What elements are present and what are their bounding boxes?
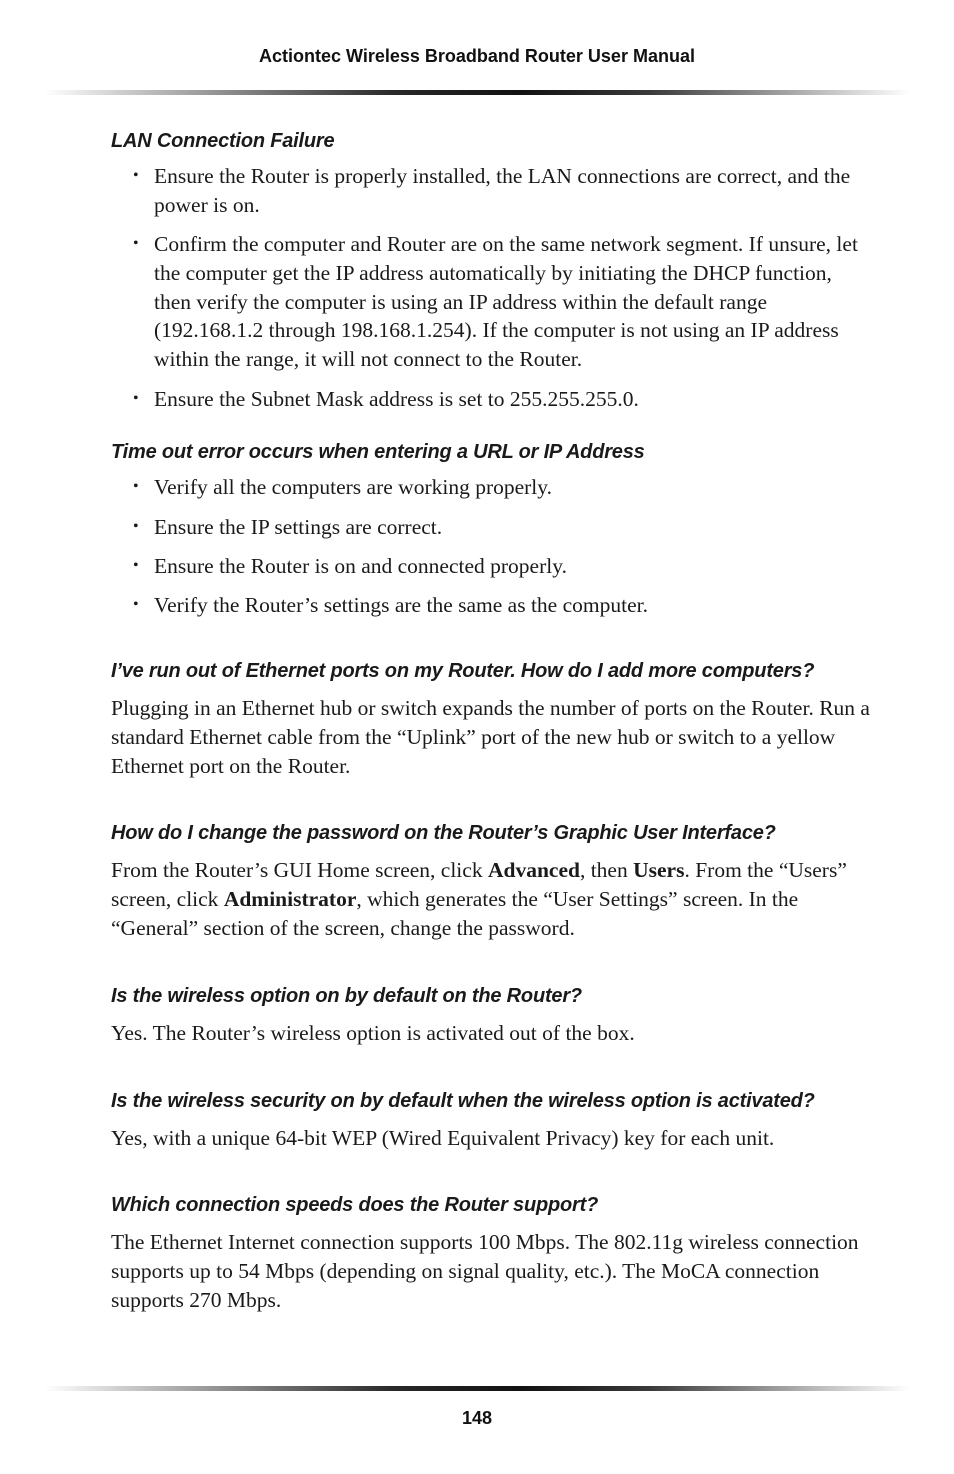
- bullet-icon: •: [133, 517, 139, 535]
- menu-administrator: Administrator: [223, 887, 357, 912]
- section-body: Plugging in an Ethernet hub or switch expands the number of ports on the Router. Run a standard Ethernet cable from the “Uplink” port of the new hub or switch to a yellow Ethernet port on the Router.: [111, 696, 870, 778]
- section-lan-connection-failure: [111, 126, 871, 413]
- section-heading: How do I change the password on the Router’s Graphic User Interface?: [111, 822, 776, 845]
- bullet-icon: •: [133, 389, 139, 407]
- section-heading: I’ve run out of Ethernet ports on my Router. How do I add more computers?: [111, 660, 815, 683]
- section-heading: Time out error occurs when entering a URL or IP Address: [111, 441, 645, 464]
- section-ethernet-ports: [111, 656, 871, 780]
- bullet-list: [111, 473, 871, 620]
- bullet-icon: •: [133, 556, 139, 574]
- section-heading: LAN Connection Failure: [111, 130, 335, 152]
- section-heading: Is the wireless option on by default on the Router?: [111, 984, 582, 1007]
- section-wireless-security: [111, 1086, 871, 1153]
- bullet-icon: •: [133, 167, 139, 184]
- list-item: • Ensure the IP settings are correct.: [111, 513, 871, 542]
- section-body: Yes, with a unique 64-bit WEP (Wired Equivalent Privacy) key for each unit.: [111, 1125, 775, 1150]
- list-item: • Ensure the Router is properly installed, the LAN connections are correct, and the power is on.: [133, 164, 851, 217]
- section-time-out-error: [111, 437, 871, 620]
- menu-advanced: Advanced: [487, 858, 580, 883]
- bullet-icon: •: [133, 235, 139, 253]
- bullet-icon: •: [133, 478, 139, 496]
- section-body: From the Router’s GUI Home screen, click Advanced, then Users. From the “Users” screen, click Administrator, which generates the “User Settings” screen. In the “General” section of the screen, change the password.: [111, 858, 847, 941]
- section-body: The Ethernet Internet connection supports 100 Mbps. The 802.11g wireless connection supports up to 54 Mbps (depending on signal quality, etc.). The MoCA connection supports 270 Mbps.: [111, 1230, 859, 1313]
- section-heading: Which connection speeds does the Router support?: [111, 1194, 599, 1217]
- list-item: • Ensure the Router is on and connected properly.: [111, 552, 871, 581]
- section-wireless-default: [111, 981, 871, 1048]
- page-content: [111, 126, 871, 1315]
- menu-users: Users: [633, 858, 685, 883]
- list-item: • Verify all the computers are working properly.: [111, 473, 871, 502]
- section-body: Yes. The Router’s wireless option is activated out of the box.: [111, 1020, 635, 1045]
- section-heading: Is the wireless security on by default when the wireless option is activated?: [111, 1089, 815, 1112]
- section-connection-speeds: [111, 1190, 871, 1314]
- running-header: Actiontec Wireless Broadband Router User Manual: [259, 46, 695, 66]
- bullet-icon: •: [133, 596, 139, 614]
- bullet-list: [111, 162, 871, 413]
- list-item: • Ensure the Subnet Mask address is set to 255.255.255.0.: [111, 385, 871, 414]
- page-number: 148: [461, 1408, 493, 1428]
- list-item: • Verify the Router’s settings are the same as the computer.: [111, 591, 871, 620]
- list-item: • Confirm the computer and Router are on the same network segment. If unsure, let the computer get the IP address automatically by initiating the DHCP function, then verify the computer is using an IP address within the default range (192.168.1.2 through 198.168.1.254). If the computer is not using an IP address within the range, it will not connect to the Router.: [133, 232, 858, 372]
- section-change-password: [111, 818, 871, 942]
- header-rule: [44, 90, 910, 95]
- footer-rule: [44, 1386, 910, 1391]
